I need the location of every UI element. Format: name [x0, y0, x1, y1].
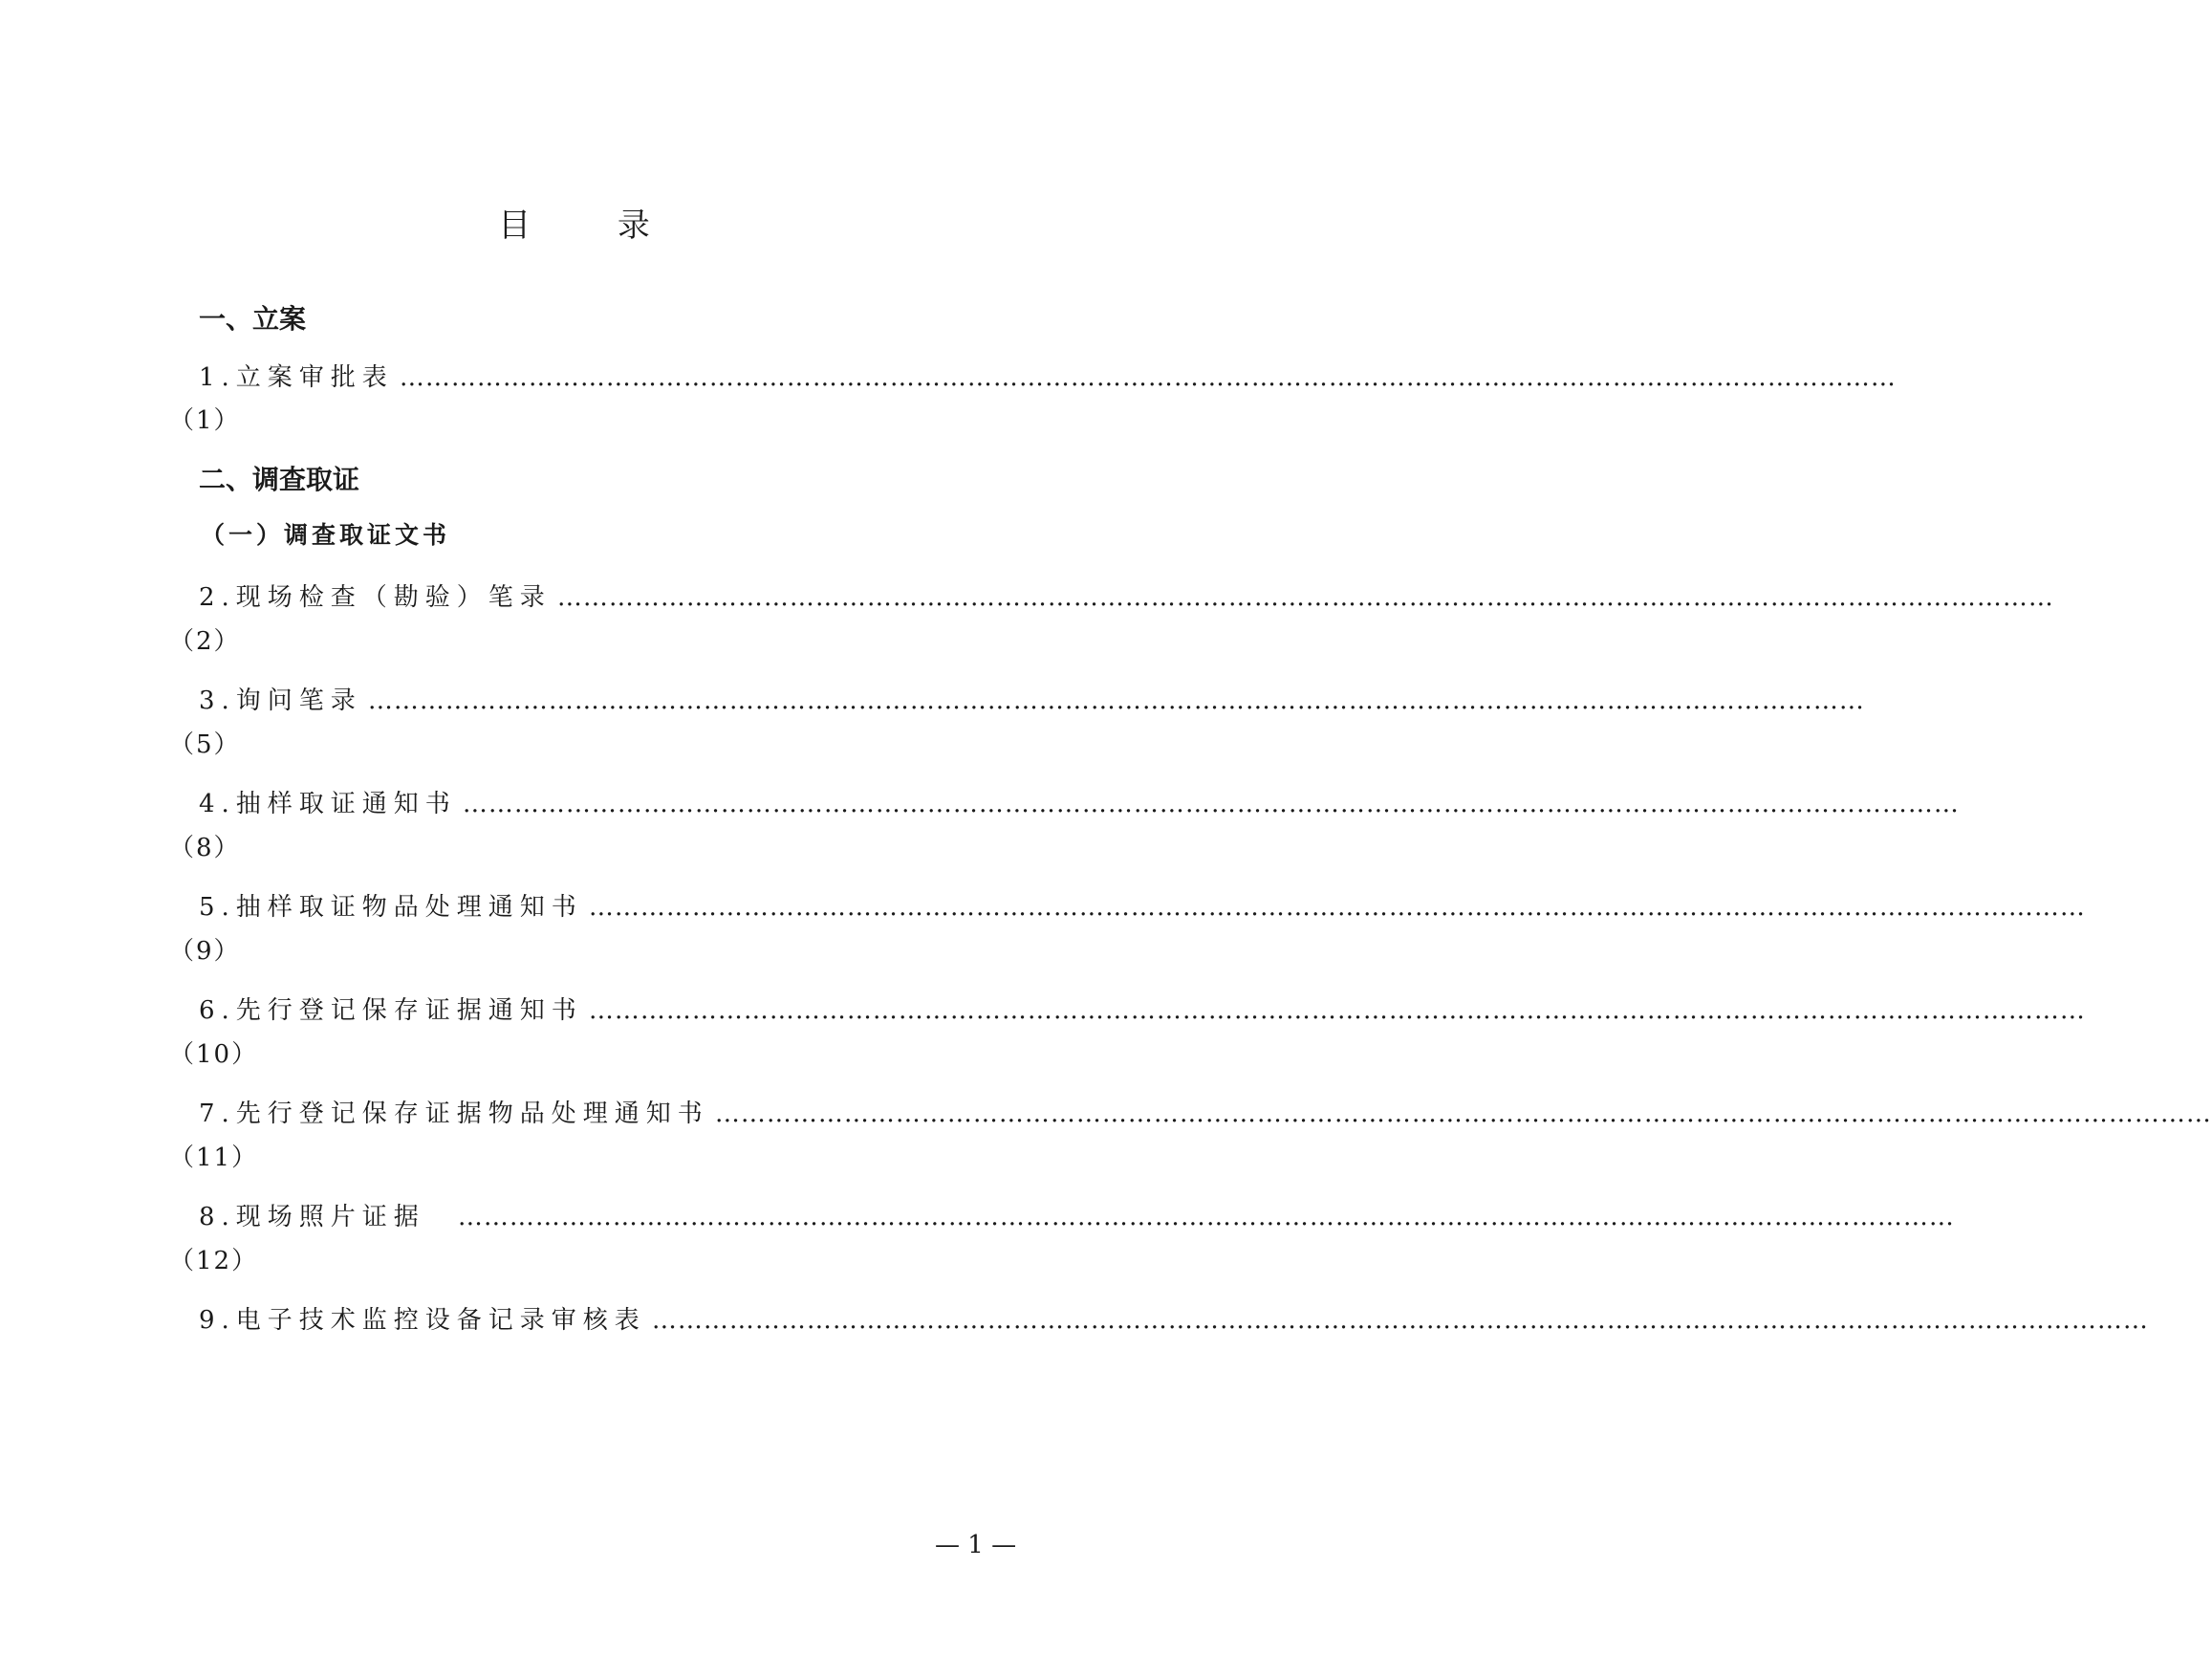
toc-page-number: （2）: [169, 627, 241, 656]
toc-page-number: （9）: [169, 937, 241, 966]
toc-entry-label: 8.现场照片证据: [199, 1203, 425, 1231]
subsection-heading-documents: （一）调查取证文书: [201, 521, 451, 549]
leader-dots: …………………………………………………………………………………………………………………………………………………………: [399, 363, 1897, 392]
toc-entry[interactable]: [199, 682, 1865, 720]
toc-entry-label: 9.电子技术监控设备记录审核表: [199, 1306, 646, 1335]
toc-entry-label: 3.询问笔录: [199, 686, 362, 715]
toc-entry[interactable]: [199, 1301, 2149, 1339]
section-heading-filing: 一、立案: [199, 303, 307, 335]
page-title: 目 录: [498, 207, 688, 245]
page-footer-number: — 1 —: [935, 1531, 1017, 1559]
leader-dots: …………………………………………………………………………………………………………………………………………………………: [588, 996, 2086, 1025]
toc-entry-label: 4.抽样取证通知书: [199, 790, 457, 818]
leader-dots: …………………………………………………………………………………………………………………………………………………………: [556, 583, 2054, 612]
toc-entry-label: 1.立案审批表: [199, 363, 394, 392]
leader-dots: …………………………………………………………………………………………………………………………………………………………: [588, 893, 2086, 922]
toc-entry-label: 7.先行登记保存证据物品处理通知书: [199, 1100, 709, 1128]
toc-entry[interactable]: [199, 359, 1897, 397]
section-heading-investigation: 二、调查取证: [199, 464, 360, 495]
toc-page-number: （10）: [169, 1040, 259, 1069]
leader-dots: …………………………………………………………………………………………………………………………………………………………: [462, 790, 1960, 818]
toc-entry[interactable]: [199, 578, 2054, 617]
leader-dots: …………………………………………………………………………………………………………………………………………………………: [651, 1306, 2149, 1335]
leader-dots: …………………………………………………………………………………………………………………………………………………………: [457, 1203, 1955, 1231]
toc-page-number: （5）: [169, 730, 241, 759]
leader-dots: …………………………………………………………………………………………………………………………………………………………: [367, 686, 1865, 715]
toc-entry[interactable]: [199, 888, 2086, 926]
toc-entry[interactable]: [199, 1095, 2212, 1133]
toc-entry-label: 2.现场检查（勘验）笔录: [199, 583, 552, 612]
toc-page-number: （12）: [169, 1247, 259, 1275]
toc-entry[interactable]: [199, 785, 1960, 823]
toc-entry[interactable]: [199, 1198, 1955, 1236]
toc-page-number: （1）: [169, 406, 241, 435]
toc-entry[interactable]: [199, 991, 2086, 1030]
toc-entry-label: 6.先行登记保存证据通知书: [199, 996, 583, 1025]
toc-entry-label: 5.抽样取证物品处理通知书: [199, 893, 583, 922]
leader-dots: …………………………………………………………………………………………………………………………………………………………: [714, 1100, 2212, 1128]
toc-page-number: （11）: [169, 1143, 259, 1172]
toc-page-number: （8）: [169, 834, 241, 862]
